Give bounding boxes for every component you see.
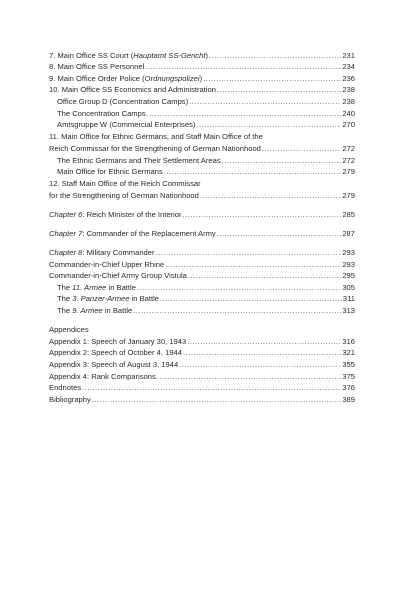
title-part: Appendix 3: Speech of August 3, 1944	[49, 360, 179, 369]
toc-entry-title	[57, 283, 136, 293]
title-part: Amtsgruppe W (Commercial Enterprises)	[57, 120, 196, 129]
dot-leader	[209, 51, 341, 61]
toc-entry-title	[49, 325, 89, 334]
dot-leader	[133, 306, 341, 316]
title-part: Commander-in-Chief Upper Rhine	[49, 260, 165, 269]
toc-entry	[49, 348, 355, 358]
toc-entry	[49, 74, 355, 84]
page-number: 236	[342, 74, 355, 83]
toc-entry	[49, 372, 355, 382]
toc-entry-title	[49, 144, 261, 154]
italic-title-part: 3. Panzer-Armee	[72, 294, 130, 303]
title-part: Commander-in-Chief Army Group Vistula	[49, 271, 187, 280]
page-number: 321	[342, 348, 355, 357]
toc-entry-title	[49, 229, 216, 239]
dot-leader	[203, 74, 341, 84]
dot-leader	[145, 62, 341, 72]
italic-title-part: Chapter 6	[49, 210, 83, 219]
italic-title-part: 11. Armee	[72, 283, 107, 292]
page-number: 272	[342, 144, 355, 153]
dot-leader	[217, 229, 342, 239]
toc-entry-title	[57, 306, 132, 316]
dot-leader	[160, 294, 342, 304]
toc-entry	[49, 144, 355, 154]
dot-leader	[164, 167, 342, 177]
page-number: 295	[342, 271, 355, 280]
title-part: in Battle	[106, 283, 136, 292]
toc-entry-title	[49, 248, 155, 258]
dot-leader	[262, 144, 341, 154]
toc-entry	[49, 260, 355, 270]
page-number: 355	[342, 360, 355, 369]
toc-entry-title	[57, 156, 221, 166]
toc-entry-title	[57, 120, 195, 130]
title-part: : Commander of the Replacement Army	[82, 229, 216, 238]
title-part: 8. Main Office SS Personnel	[49, 62, 145, 71]
toc-entry-title	[49, 348, 182, 358]
toc-entry	[49, 62, 355, 72]
toc-entry-title	[49, 383, 81, 393]
title-part: )	[199, 74, 203, 83]
toc-entry	[57, 167, 355, 177]
toc-entry	[49, 132, 263, 142]
title-part: )	[205, 51, 208, 60]
toc-entry-title	[49, 191, 199, 201]
dot-leader	[187, 337, 341, 347]
title-part: for the Strengthening of German Nationhood	[49, 191, 199, 200]
toc-entry	[49, 383, 355, 393]
page-number: 287	[342, 229, 355, 238]
page-number: 375	[342, 372, 355, 381]
toc-entry	[49, 360, 355, 370]
toc-entry	[49, 325, 89, 335]
toc-entry-title	[57, 167, 163, 177]
page-number: 313	[342, 306, 355, 315]
page-number: 238	[342, 85, 355, 94]
toc-entry-title	[49, 51, 208, 61]
page-number: 316	[342, 337, 355, 346]
dot-leader	[188, 271, 341, 281]
toc-entry-title	[49, 271, 187, 281]
toc-entry	[49, 229, 355, 239]
italic-title-part: Ordnungspolizei	[144, 74, 200, 83]
dot-leader	[183, 348, 341, 358]
dot-leader	[147, 109, 342, 119]
italic-title-part: Chapter 7	[49, 229, 83, 238]
toc-entry	[49, 248, 355, 258]
title-part: Reich Commissar for the Strengthening of German Nationhood	[49, 144, 261, 153]
dot-leader	[189, 97, 341, 107]
toc-entry-title	[49, 260, 164, 270]
toc-entry-title	[49, 179, 201, 188]
title-part: Office Group D (Concentration Camps)	[57, 97, 189, 106]
toc-entry	[49, 51, 355, 61]
italic-title-part: 9. Armee	[72, 306, 103, 315]
toc-entry	[49, 337, 355, 347]
title-part: 7. Main Office SS Court (	[49, 51, 134, 60]
page-number: 285	[342, 210, 355, 219]
toc-entry-title	[49, 210, 182, 220]
title-part: Appendix 2: Speech of October 4, 1944	[49, 348, 182, 357]
toc-entry-title	[49, 360, 178, 370]
toc-entry	[49, 179, 201, 189]
title-part: Appendix 4: Rank Comparisons	[49, 372, 156, 381]
toc-entry	[57, 109, 355, 119]
title-part: Appendix 1: Speech of January 30, 1943	[49, 337, 187, 346]
italic-title-part: Chapter 8	[49, 248, 83, 257]
toc-entry	[57, 120, 355, 130]
dot-leader	[137, 283, 341, 293]
toc-entry	[49, 85, 355, 95]
page-number: 234	[342, 62, 355, 71]
dot-leader	[200, 191, 341, 201]
toc-entry-title	[49, 372, 156, 382]
toc-entry	[57, 283, 355, 293]
toc-entry	[57, 97, 355, 107]
title-part: The	[57, 294, 73, 303]
title-part: The	[57, 306, 73, 315]
title-part: 12. Staff Main Office of the Reich Commissar	[49, 179, 201, 188]
toc-entry	[57, 306, 355, 316]
dot-leader	[157, 372, 342, 382]
title-part: : Military Commander	[82, 248, 155, 257]
title-part: The	[57, 283, 73, 292]
title-part: Main Office for Ethnic Germans	[57, 167, 163, 176]
page-number: 270	[342, 120, 355, 129]
page-number: 240	[342, 109, 355, 118]
dot-leader	[196, 120, 341, 130]
title-part: The Ethnic Germans and Their Settlement Areas	[57, 156, 221, 165]
title-part: in Battle	[129, 294, 160, 303]
page-number: 389	[342, 395, 355, 404]
page-number: 279	[342, 191, 355, 200]
page-number: 293	[342, 248, 355, 257]
dot-leader	[82, 383, 341, 393]
dot-leader	[222, 156, 342, 166]
toc-entry-title	[57, 294, 159, 304]
page-number: 293	[342, 260, 355, 269]
title-part: 9. Main Office Order Police (	[49, 74, 145, 83]
title-part: The Concentration Camps	[57, 109, 146, 118]
dot-leader	[156, 248, 342, 258]
dot-leader	[217, 85, 341, 95]
toc-entry-title	[49, 395, 91, 405]
toc-entry-title	[57, 109, 146, 119]
toc-entry	[49, 271, 355, 281]
toc-entry	[49, 210, 355, 220]
toc-entry-title	[49, 85, 216, 95]
dot-leader	[92, 395, 342, 405]
title-part: 11. Main Office for Ethnic Germans, and Staff Main Office of the	[49, 132, 263, 141]
page-number: 305	[342, 283, 355, 292]
toc-entry	[49, 191, 355, 201]
dot-leader	[179, 360, 341, 370]
dot-leader	[183, 210, 342, 220]
title-part: Appendices	[49, 325, 89, 334]
title-part: Bibliography	[49, 395, 91, 404]
toc-entry-title	[49, 74, 202, 84]
toc-entry	[49, 395, 355, 405]
toc-entry-title	[49, 132, 263, 141]
title-part: Endnotes	[49, 383, 82, 392]
toc-entry-title	[49, 62, 144, 72]
toc-entry-title	[49, 337, 186, 347]
page-number: 376	[342, 383, 355, 392]
page-number: 238	[342, 97, 355, 106]
page-number: 311	[342, 294, 355, 303]
title-part: : Reich Minister of the Interior	[82, 210, 182, 219]
title-part: 10. Main Office SS Economics and Administration	[49, 85, 217, 94]
title-part: in Battle	[102, 306, 133, 315]
toc-entry	[57, 156, 355, 166]
page-number: 231	[342, 51, 355, 60]
page-number: 279	[342, 167, 355, 176]
dot-leader	[165, 260, 341, 270]
toc-entry	[57, 294, 355, 304]
toc-entry-title	[57, 97, 188, 107]
page-number: 272	[342, 156, 355, 165]
italic-title-part: Hauptamt SS-Gericht	[133, 51, 206, 60]
